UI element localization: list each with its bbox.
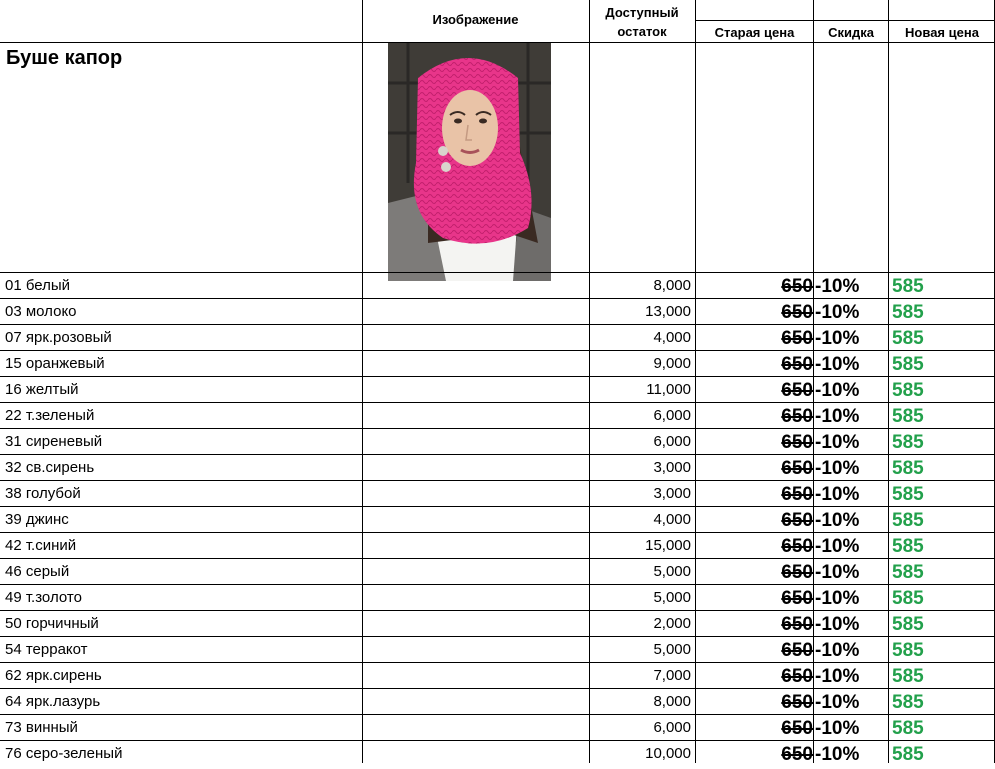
variant-new-price: 585 (892, 744, 924, 765)
column-header-discount: Скидка (828, 25, 874, 40)
variant-old-price: 650 (781, 614, 813, 635)
grid-hline (0, 324, 995, 325)
variant-stock: 6,000 (653, 407, 691, 424)
variant-name: 64 ярк.лазурь (5, 693, 101, 710)
variant-name: 54 терракот (5, 641, 88, 658)
variant-discount: -10% (815, 484, 860, 505)
grid-hline (0, 688, 995, 689)
variant-stock: 8,000 (653, 693, 691, 710)
variant-discount: -10% (815, 562, 860, 583)
variant-stock: 2,000 (653, 615, 691, 632)
variant-old-price: 650 (781, 692, 813, 713)
grid-hline (0, 740, 995, 741)
variant-old-price: 650 (781, 744, 813, 765)
grid-hline (0, 584, 995, 585)
variant-discount: -10% (815, 640, 860, 661)
variant-name: 76 серо-зеленый (5, 745, 123, 762)
grid-hline (0, 272, 995, 273)
variant-stock: 10,000 (645, 745, 691, 762)
variant-discount: -10% (815, 718, 860, 739)
variant-old-price: 650 (781, 458, 813, 479)
grid-hline (695, 20, 995, 21)
variant-stock: 13,000 (645, 303, 691, 320)
variant-new-price: 585 (892, 718, 924, 739)
variant-old-price: 650 (781, 328, 813, 349)
product-title: Буше капор (6, 47, 123, 69)
variant-old-price: 650 (781, 380, 813, 401)
variant-discount: -10% (815, 692, 860, 713)
variant-new-price: 585 (892, 354, 924, 375)
column-header-old-price: Старая цена (714, 25, 795, 40)
variant-name: 07 ярк.розовый (5, 329, 112, 346)
grid-hline (0, 714, 995, 715)
variant-stock: 7,000 (653, 667, 691, 684)
variant-discount: -10% (815, 302, 860, 323)
variant-name: 49 т.золото (5, 589, 82, 606)
variant-new-price: 585 (892, 536, 924, 557)
grid-vline (362, 0, 363, 763)
grid-hline (0, 402, 995, 403)
variant-stock: 6,000 (653, 719, 691, 736)
variant-discount: -10% (815, 744, 860, 765)
variant-discount: -10% (815, 380, 860, 401)
column-header-stock-line1: Доступный (605, 5, 679, 20)
woman-in-pink-hood-image (388, 43, 551, 281)
variant-name: 31 сиреневый (5, 433, 103, 450)
variant-discount: -10% (815, 536, 860, 557)
variant-old-price: 650 (781, 302, 813, 323)
variant-stock: 5,000 (653, 563, 691, 580)
grid-hline (0, 350, 995, 351)
variant-stock: 11,000 (646, 381, 691, 398)
variant-stock: 4,000 (653, 329, 691, 346)
variant-old-price: 650 (781, 354, 813, 375)
variant-stock: 15,000 (645, 537, 691, 554)
variant-old-price: 650 (781, 406, 813, 427)
variant-new-price: 585 (892, 432, 924, 453)
variant-discount: -10% (815, 406, 860, 427)
variant-stock: 5,000 (653, 589, 691, 606)
grid-hline (0, 532, 995, 533)
variant-stock: 6,000 (653, 433, 691, 450)
variant-old-price: 650 (781, 276, 813, 297)
variant-old-price: 650 (781, 536, 813, 557)
grid-hline (0, 298, 995, 299)
variant-name: 39 джинс (5, 511, 69, 528)
variant-stock: 5,000 (653, 641, 691, 658)
product-photo (388, 43, 551, 281)
grid-vline (695, 0, 696, 763)
variant-new-price: 585 (892, 692, 924, 713)
variant-name: 15 оранжевый (5, 355, 105, 372)
grid-hline (0, 428, 995, 429)
grid-vline (888, 0, 889, 763)
variant-name: 38 голубой (5, 485, 81, 502)
column-header-stock-line2: остаток (617, 24, 667, 39)
variant-new-price: 585 (892, 328, 924, 349)
variant-discount: -10% (815, 510, 860, 531)
variant-discount: -10% (815, 276, 860, 297)
variant-old-price: 650 (781, 640, 813, 661)
variant-old-price: 650 (781, 484, 813, 505)
grid-hline (0, 376, 995, 377)
grid-hline (0, 506, 995, 507)
variant-new-price: 585 (892, 562, 924, 583)
variant-new-price: 585 (892, 588, 924, 609)
variant-new-price: 585 (892, 484, 924, 505)
variant-new-price: 585 (892, 666, 924, 687)
variant-new-price: 585 (892, 510, 924, 531)
variant-name: 22 т.зеленый (5, 407, 95, 424)
variant-new-price: 585 (892, 614, 924, 635)
variant-name: 16 желтый (5, 381, 79, 398)
variant-old-price: 650 (781, 718, 813, 739)
variant-stock: 4,000 (653, 511, 691, 528)
variant-new-price: 585 (892, 458, 924, 479)
variant-old-price: 650 (781, 588, 813, 609)
grid-hline (0, 610, 995, 611)
variant-new-price: 585 (892, 380, 924, 401)
grid-hline (0, 42, 995, 43)
variant-discount: -10% (815, 458, 860, 479)
variant-name: 62 ярк.сирень (5, 667, 102, 684)
column-header-new-price: Новая цена (905, 25, 979, 40)
variant-new-price: 585 (892, 406, 924, 427)
grid-hline (0, 480, 995, 481)
variant-stock: 9,000 (653, 355, 691, 372)
variant-discount: -10% (815, 614, 860, 635)
variant-name: 46 серый (5, 563, 70, 580)
variant-discount: -10% (815, 432, 860, 453)
column-header-image: Изображение (432, 12, 519, 27)
variant-stock: 3,000 (653, 485, 691, 502)
grid-hline (0, 558, 995, 559)
variant-discount: -10% (815, 328, 860, 349)
variant-new-price: 585 (892, 640, 924, 661)
variant-name: 01 белый (5, 277, 71, 294)
variant-name: 42 т.синий (5, 537, 77, 554)
variant-old-price: 650 (781, 510, 813, 531)
variant-old-price: 650 (781, 666, 813, 687)
grid-hline (0, 662, 995, 663)
column-header-stock (589, 3, 695, 41)
variant-new-price: 585 (892, 276, 924, 297)
variant-discount: -10% (815, 354, 860, 375)
grid-hline (0, 636, 995, 637)
variant-discount: -10% (815, 588, 860, 609)
grid-hline (0, 454, 995, 455)
variant-stock: 3,000 (653, 459, 691, 476)
variant-name: 03 молоко (5, 303, 77, 320)
variant-discount: -10% (815, 666, 860, 687)
variant-old-price: 650 (781, 432, 813, 453)
variant-name: 73 винный (5, 719, 78, 736)
variant-new-price: 585 (892, 302, 924, 323)
variant-name: 50 горчичный (5, 615, 99, 632)
grid-vline (813, 0, 814, 763)
variant-old-price: 650 (781, 562, 813, 583)
grid-vline (589, 0, 590, 763)
variant-name: 32 св.сирень (5, 459, 95, 476)
variant-stock: 8,000 (653, 277, 691, 294)
